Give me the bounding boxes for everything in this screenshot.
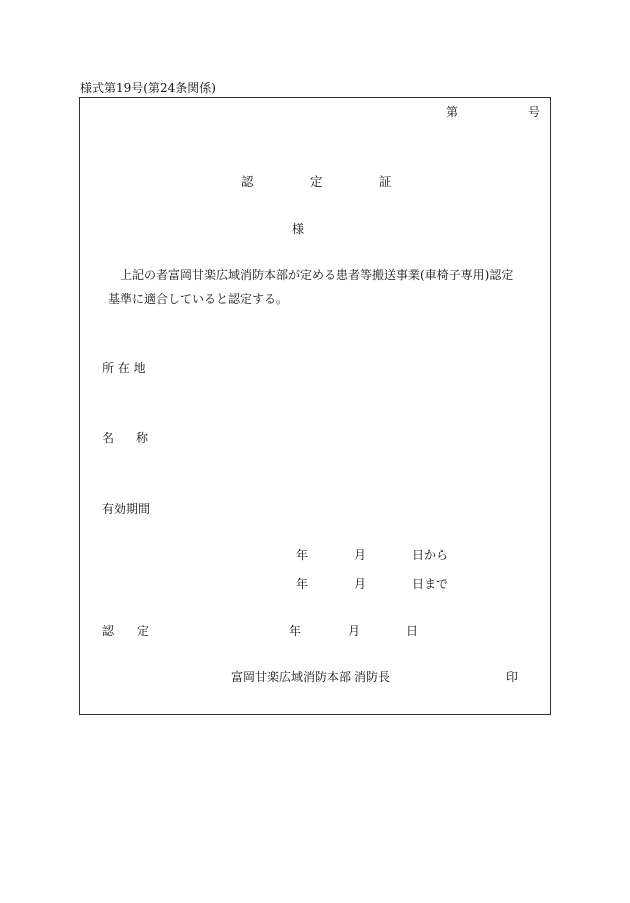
certified-year: 年	[289, 624, 302, 638]
number-go: 号	[528, 105, 541, 119]
recipient-sama: 様	[292, 222, 305, 236]
seal-mark: 印	[506, 670, 519, 684]
validity-from-month: 月	[354, 548, 367, 562]
number-dai: 第	[446, 105, 459, 119]
validity-to-month: 月	[354, 577, 367, 591]
certificate-frame	[79, 97, 551, 715]
issuer-title: 消防長	[354, 670, 391, 684]
certified-label-char-2: 定	[137, 624, 150, 638]
certified-label-char-1: 認	[102, 624, 115, 638]
validity-from-year: 年	[296, 548, 309, 562]
name-label-char-2: 称	[136, 431, 149, 445]
certified-day: 日	[406, 624, 419, 638]
validity-to-year: 年	[296, 577, 309, 591]
title-char-2: 定	[310, 174, 323, 189]
certified-month: 月	[348, 624, 361, 638]
name-label-char-1: 名	[102, 431, 115, 445]
validity-to-day: 日まで	[412, 577, 449, 591]
address-label: 所 在 地	[102, 361, 146, 375]
body-line-1: 上記の者富岡甘楽広域消防本部が定める患者等搬送事業(車椅子専用)認定	[120, 268, 514, 282]
issuer-office: 富岡甘楽広域消防本部	[231, 670, 352, 684]
form-number-label: 様式第19号(第24条関係)	[80, 81, 216, 95]
title-char-3: 証	[379, 174, 392, 189]
validity-from-day: 日から	[412, 548, 449, 562]
title-char-1: 認	[241, 174, 254, 189]
validity-label: 有効期間	[102, 502, 151, 516]
body-line-2: 基準に適合していると認定する。	[108, 292, 289, 306]
